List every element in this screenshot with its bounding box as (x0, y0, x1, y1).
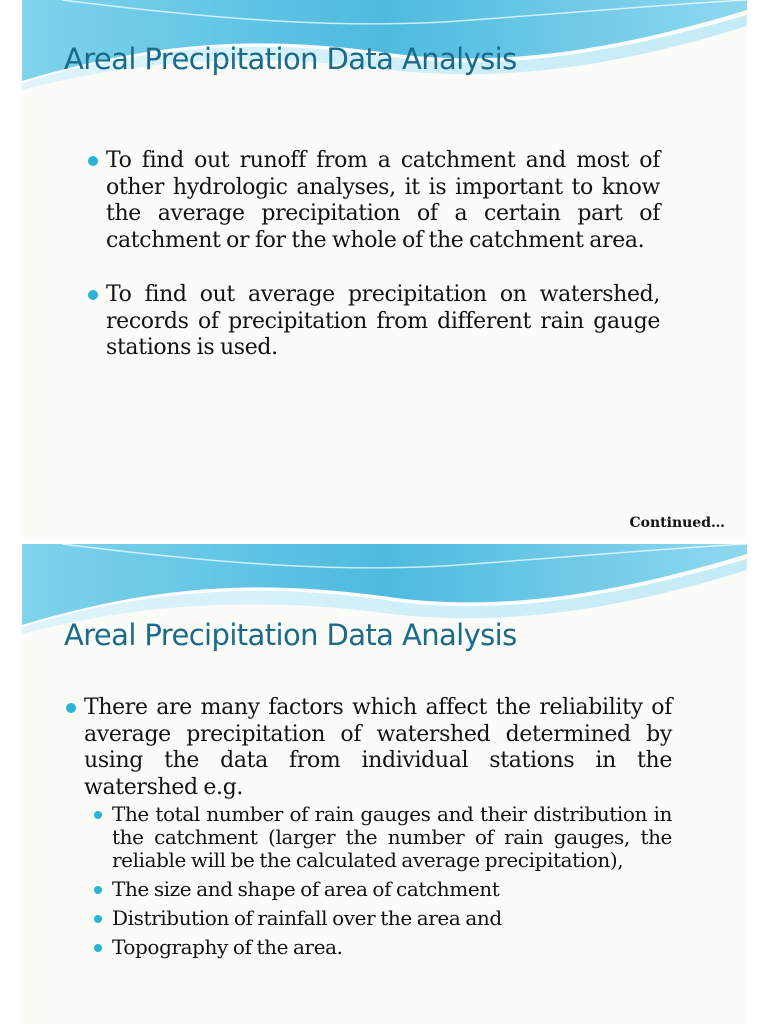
sub-bullet-list (84, 803, 672, 959)
sub-bullet-text: The size and shape of area of catchment (112, 877, 500, 901)
sub-bullet-dot-icon (94, 886, 102, 894)
sub-bullet-item (94, 907, 672, 930)
sub-bullet-item (94, 936, 672, 959)
bullet-item (88, 282, 660, 362)
bullet-list (88, 148, 660, 362)
slide-title: Areal Precipitation Data Analysis (64, 618, 517, 652)
sub-bullet-dot-icon (94, 811, 102, 819)
bullet-text: To find out average precipitation on watershed, records of precipitation from different rain gauge stations is used. (106, 282, 660, 360)
continued-label: Continued… (629, 515, 725, 531)
sub-bullet-text: The total number of rain gauges and their distribution in the catchment (larger the number of rain gauges, the reliable will be the calculated average precipitation), (112, 802, 672, 872)
sub-bullet-dot-icon (94, 915, 102, 923)
sub-bullet-item (94, 803, 672, 872)
bullet-item (66, 695, 672, 959)
sub-bullet-text: Distribution of rainfall over the area and (112, 906, 502, 930)
sub-bullet-item (94, 878, 672, 901)
bullet-dot-icon (66, 703, 76, 713)
sub-bullet-text: Topography of the area. (112, 935, 343, 959)
bullet-dot-icon (88, 290, 98, 300)
slide-title: Areal Precipitation Data Analysis (64, 42, 517, 76)
slide-1 (22, 0, 747, 538)
bullet-dot-icon (88, 156, 98, 166)
bullet-text: To find out runoff from a catchment and most of other hydrologic analyses, it is important to know the average precipitation of a certain part of catchment or for the whole of the catchment area. (106, 148, 660, 253)
bullet-item (88, 148, 660, 254)
sub-bullet-dot-icon (94, 944, 102, 952)
slide-2 (22, 544, 747, 1024)
bullet-text: There are many factors which affect the reliability of average precipitation of watershed determined by using the data from individual stations in the watershed e.g. (84, 695, 672, 800)
bullet-list (66, 695, 672, 965)
